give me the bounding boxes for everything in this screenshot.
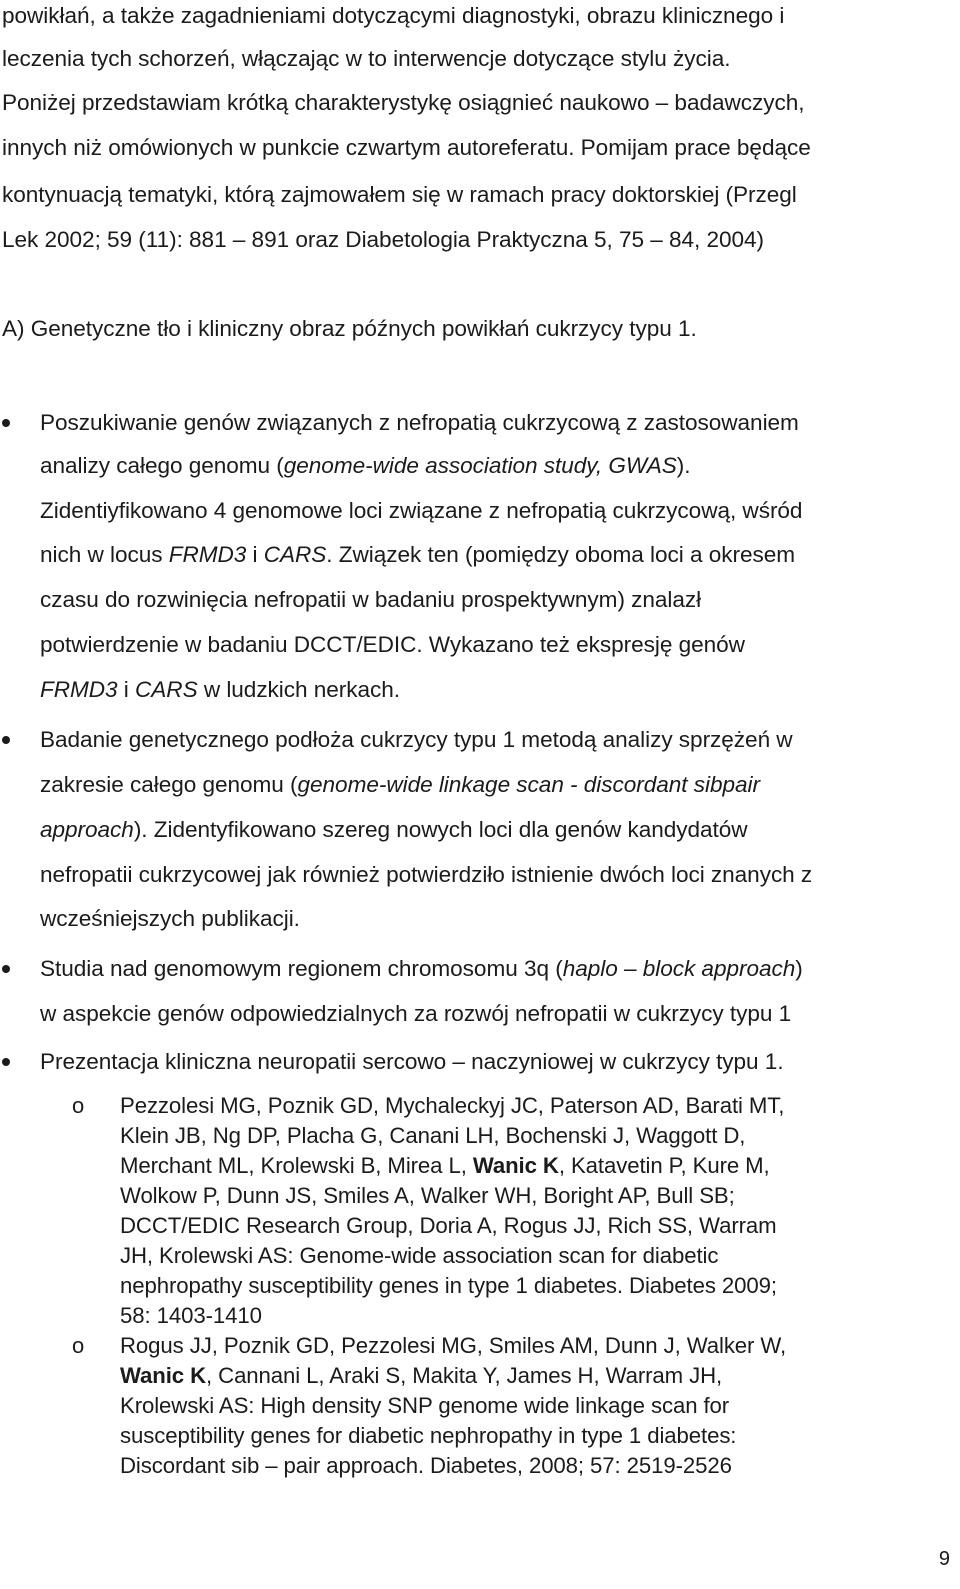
text-segment: czasu do rozwinięcia nefropatii w badaniu prospektywnym) znalazł xyxy=(40,587,702,612)
text-segment: ). Zidentyfikowano szereg nowych loci dla genów kandydatów xyxy=(133,817,748,842)
intro-line: powikłań, a także zagadnieniami dotyczącymi diagnostyki, obrazu klinicznego i xyxy=(2,3,785,28)
reference-line xyxy=(120,1091,784,1121)
text-segment: 58: 1403-1410 xyxy=(120,1303,262,1328)
italic-text: FRMD3 xyxy=(168,542,247,567)
reference-line xyxy=(120,1361,722,1391)
text-segment: Discordant sib – pair approach. Diabetes, 2008; 57: 2519-2526 xyxy=(120,1453,732,1478)
text-segment: Merchant ML, Krolewski B, Mirea L, xyxy=(120,1153,473,1178)
text-segment: , Cannani L, Araki S, Makita Y, James H, Warram JH, xyxy=(206,1363,723,1388)
text-segment: Wolkow P, Dunn JS, Smiles A, Walker WH, Boright AP, Bull SB; xyxy=(120,1183,735,1208)
reference-line xyxy=(120,1331,786,1361)
bullet-text-line xyxy=(40,954,803,984)
text-segment: , Katavetin P, Kure M, xyxy=(558,1153,770,1178)
text-segment: Poszukiwanie genów związanych z nefropatią cukrzycową z zastosowaniem xyxy=(40,410,799,435)
text-segment: potwierdzenie w badaniu DCCT/EDIC. Wykazano też ekspresję genów xyxy=(40,632,745,657)
italic-text: CARS xyxy=(263,542,327,567)
reference-line xyxy=(120,1121,745,1151)
text-segment: Klein JB, Ng DP, Placha G, Canani LH, Bochenski J, Waggott D, xyxy=(120,1123,746,1148)
italic-text: genome-wide linkage scan - discordant sibpair xyxy=(297,772,760,797)
bullet-text-line xyxy=(40,585,701,615)
text-segment: analizy całego genomu ( xyxy=(40,453,284,478)
text-segment: w ludzkich nerkach. xyxy=(197,677,401,702)
text-segment: Badanie genetycznego podłoża cukrzycy typu 1 metodą analizy sprzężeń w xyxy=(40,727,793,752)
section-heading: A) Genetyczne tło i kliniczny obraz późnych powikłań cukrzycy typu 1. xyxy=(2,316,697,341)
text-segment: Pezzolesi MG, Poznik GD, Mychaleckyj JC, Paterson AD, Barati MT, xyxy=(120,1093,785,1118)
bullet-text-line xyxy=(40,904,300,934)
text-segment: . Związek ten (pomiędzy oboma loci a okresem xyxy=(326,542,795,567)
italic-text: FRMD3 xyxy=(40,677,118,702)
text-segment: Rogus JJ, Poznik GD, Pezzolesi MG, Smiles AM, Dunn J, Walker W, xyxy=(120,1333,787,1358)
bullet-text-line xyxy=(40,408,799,438)
reference-line xyxy=(120,1241,718,1271)
intro-line: kontynuacją tematyki, którą zajmowałem się w ramach pracy doktorskiej (Przegl xyxy=(2,182,797,207)
bullet-text-line xyxy=(40,451,690,481)
bullet-text-line xyxy=(40,770,760,800)
reference-line xyxy=(120,1151,770,1181)
text-segment: JH, Krolewski AS: Genome-wide association scan for diabetic xyxy=(120,1243,719,1268)
text-segment: nich w locus xyxy=(40,542,169,567)
reference-line xyxy=(120,1421,736,1451)
bullet-text-line xyxy=(40,1047,784,1077)
bullet-text-line xyxy=(40,999,791,1029)
bullet-text-line xyxy=(40,540,795,570)
reference-line xyxy=(120,1451,732,1481)
intro-line: Poniżej przedstawiam krótką charakterystykę osiągnieć naukowo – badawczych, xyxy=(2,90,805,115)
page-number: 9 xyxy=(938,1548,950,1570)
text-segment: Krolewski AS: High density SNP genome wide linkage scan for xyxy=(120,1393,730,1418)
text-segment: DCCT/EDIC Research Group, Doria A, Rogus JJ, Rich SS, Warram xyxy=(120,1213,777,1238)
reference-line xyxy=(120,1301,262,1331)
text-segment: w aspekcie genów odpowiedzialnych za rozwój nefropatii w cukrzycy typu 1 xyxy=(40,1001,792,1026)
text-segment: i xyxy=(117,677,136,702)
text-segment: zakresie całego genomu ( xyxy=(40,772,298,797)
reference-line xyxy=(120,1181,735,1211)
text-segment: Prezentacja kliniczna neuropatii sercowo – naczyniowej w cukrzycy typu 1. xyxy=(40,1049,784,1074)
italic-text: approach xyxy=(40,817,134,842)
text-segment: nephropathy susceptibility genes in type 1 diabetes. Diabetes 2009; xyxy=(120,1273,777,1298)
intro-line: leczenia tych schorzeń, włączając w to interwencje dotyczące stylu życia. xyxy=(2,46,731,71)
bullet-text-line xyxy=(40,725,793,755)
text-segment: susceptibility genes for diabetic nephropathy in type 1 diabetes: xyxy=(120,1423,737,1448)
bullet-text-line xyxy=(40,815,748,845)
italic-text: CARS xyxy=(135,677,198,702)
text-segment: ) xyxy=(795,956,803,981)
bullet-text-line xyxy=(40,630,745,660)
text-segment: nefropatii cukrzycowej jak również potwierdziło istnienie dwóch loci znanych z xyxy=(40,862,813,887)
bullet-dot xyxy=(2,1058,10,1066)
text-segment: ). xyxy=(676,453,691,478)
reference-line xyxy=(120,1391,729,1421)
text-segment: i xyxy=(246,542,264,567)
reference-marker: o xyxy=(72,1333,85,1358)
bullet-dot xyxy=(2,419,10,427)
intro-line: innych niż omówionych w punkcie czwartym autoreferatu. Pomijam prace będące xyxy=(2,135,811,160)
text-segment: Zidentiyfikowano 4 genomowe loci związane z nefropatią cukrzycową, wśród xyxy=(40,498,803,523)
italic-text: haplo – block approach xyxy=(562,956,796,981)
bullet-dot xyxy=(2,965,10,973)
text-segment: wcześniejszych publikacji. xyxy=(40,906,300,931)
italic-text: genome-wide association study, GWAS xyxy=(283,453,677,478)
reference-line xyxy=(120,1211,777,1241)
text-segment: Studia nad genomowym regionem chromosomu 3q ( xyxy=(40,956,563,981)
bold-author-name: Wanic K xyxy=(472,1153,559,1178)
intro-line: Lek 2002; 59 (11): 881 – 891 oraz Diabetologia Praktyczna 5, 75 – 84, 2004) xyxy=(2,227,765,252)
reference-marker: o xyxy=(72,1093,85,1118)
bold-author-name: Wanic K xyxy=(120,1363,207,1388)
bullet-dot xyxy=(2,736,10,744)
reference-line xyxy=(120,1271,777,1301)
bullet-text-line xyxy=(40,675,400,705)
bullet-text-line xyxy=(40,860,812,890)
bullet-text-line xyxy=(40,496,802,526)
